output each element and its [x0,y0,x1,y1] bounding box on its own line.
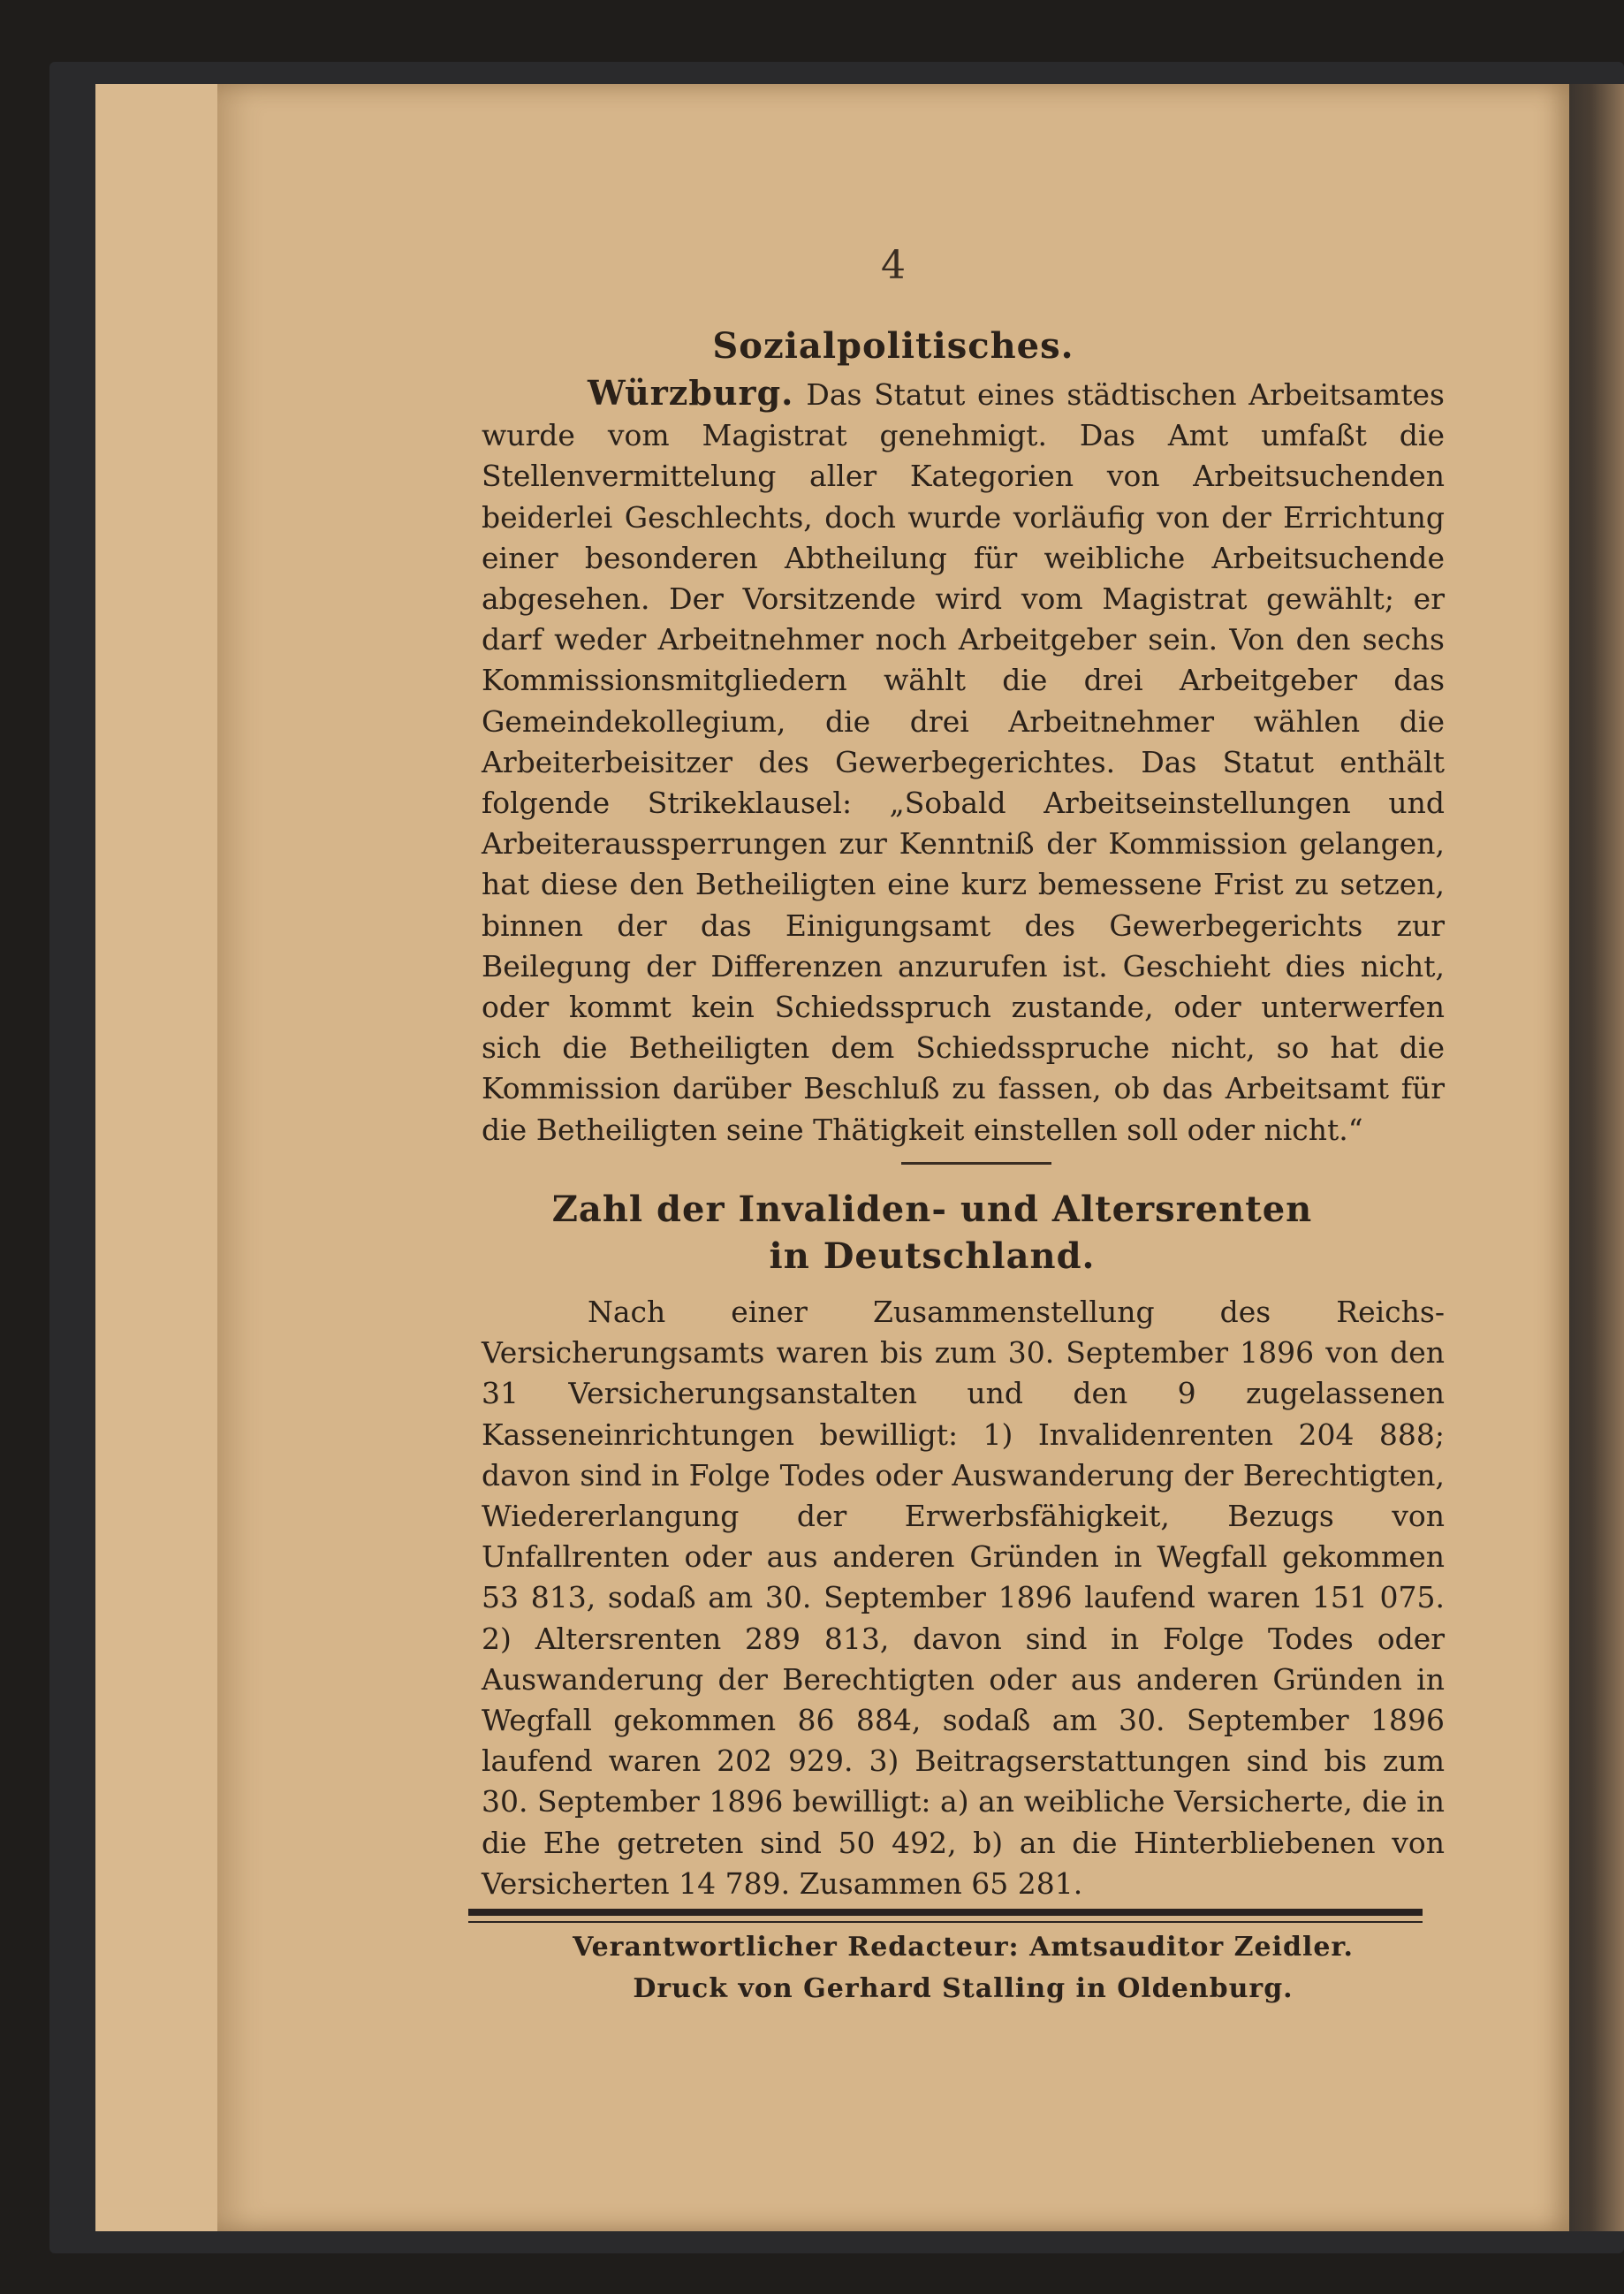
article-text: Das Statut eines städtischen Arbeitsamtes wurde vom Magistrat genehmigt. Das Amt umfaßt die Stellenvermittelung aller Kategorien von Arbeitsuchenden beiderlei Geschlechts, doch wurde vorläufig von der Errichtung einer besonderen Abtheilung für weibliche Arbeitsuchende abgesehen. Der Vorsitzende wird vom Magistrat gewählt; er darf weder Arbeitnehmer noch Arbeitgeber sein. Von den sechs Kommissionsmitgliedern wählt die drei Arbeitgeber das Gemeindekollegium, die drei Arbeitnehmer wählen die Arbeiterbeisitzer des Gewerbegerichtes. Das Statut enthält folgende Strikeklausel: „Sobald Arbeitseinstellungen und Arbeiteraussperrungen zur Kenntniß der Kommission gelangen, hat diese den Betheiligten eine kurz bemessene Frist zu setzen, binnen der das Einigungsamt des Gewerbegerichts zur Beilegung der Differenzen anzurufen ist. Geschieht dies nicht, oder kommt kein Schiedsspruch zustande, oder unterwerfen sich die Betheiligten dem Schiedsspruche nicht, so hat die Kommission darüber Beschluß zu fassen, ob das Arbeitsamt für die Betheiligten seine Thätigkeit einstellen soll oder nicht.“ [482,377,1445,1147]
section-title-renten-line1: Zahl der Invaliden- und Altersrenten [551,1189,1313,1230]
section-body-renten: Nach einer Zusammenstellung des Reichs-Versicherungsamts waren bis zum 30. September 1896 von den 31 Versicherungsanstalten und den 9 zugelassenen Kasseneinrichtungen bewilligt: 1) Invalidenrenten 204 888; davon sind in Folge Todes oder Auswanderung der Berechtigten, Wiedererlangung der Erwerbsfähigkeit, Bezugs von Unfallrenten oder aus anderen Gründen in Wegfall gekommen 53 813, sodaß am 30. September 1896 laufend waren 151 075. 2) Altersrenten 289 813, davon sind in Folge Todes oder Auswanderung der Berechtigten oder aus anderen Gründen in Wegfall gekommen 86 884, sodaß am 30. September 1896 laufend waren 202 929. 3) Beitragserstattungen sind bis zum 30. September 1896 bewilligt: a) an weibliche Versicherte, die in die Ehe getreten sind 50 492, b) an die Hinterbliebenen von Versicherten 14 789. Zusammen 65 281. [482,1295,1445,1901]
footer-editor: Verantwortlicher Redacteur: Amtsauditor Zeidler. [573,1932,1354,1963]
footer-rule-thin [468,1921,1423,1923]
section-title-renten-line2: in Deutschland. [769,1235,1096,1277]
section-title-sozialpolitisches: Sozialpolitisches. [712,325,1074,367]
article-lead-city: Würzburg. [588,373,794,413]
footer-printer: Druck von Gerhard Stalling in Oldenburg. [633,1973,1294,2004]
page-number: 4 [881,243,906,288]
footer-rule-thick [468,1909,1423,1916]
section-divider [901,1162,1051,1165]
book-gutter [1569,84,1624,2231]
section-body-wuerzburg [482,373,1445,1147]
